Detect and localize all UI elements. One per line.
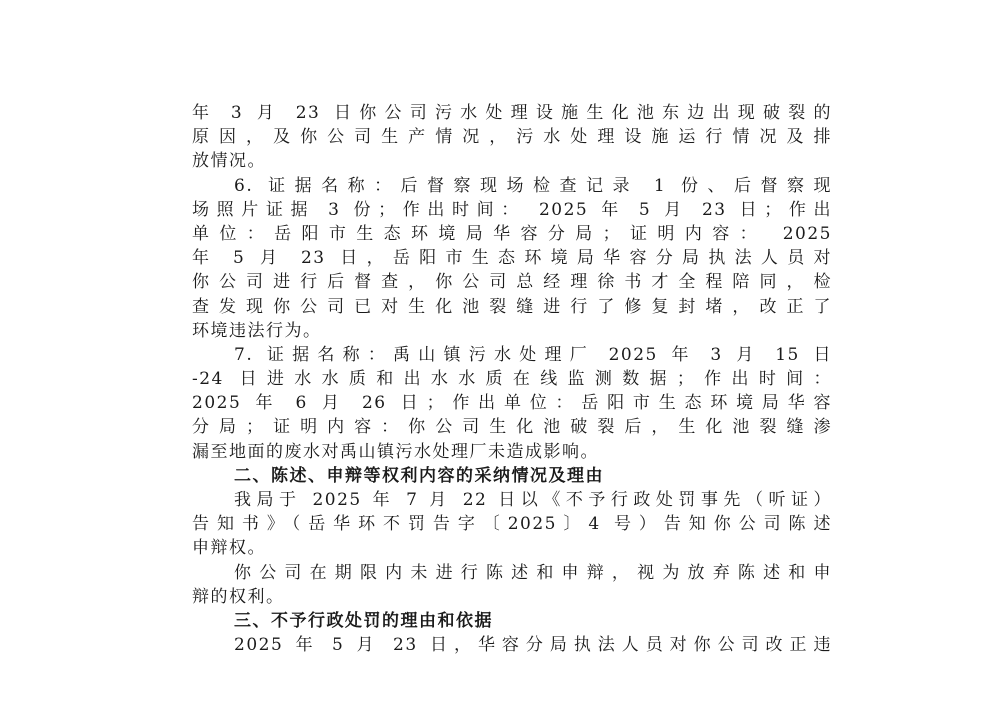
body-line: 你公司进行后督查，你公司总经理徐书才全程陪同，检 [192,272,832,293]
body-line: 场照片证据 3 份；作出时间： 2025 年 5 月 23 日；作出 [192,199,832,220]
body-line: 2025 年 6 月 26 日；作出单位：岳阳市生态环境局华容 [192,393,832,414]
document-page [192,101,832,657]
body-line: 原因，及你公司生产情况，污水处理设施运行情况及排 [192,127,832,148]
evidence-item-7: 7. 证据名称：禹山镇污水处理厂 2025 年 3 月 15 日 [234,344,832,365]
body-line: 漏至地面的废水对禹山镇污水处理厂未造成影响。 [192,441,599,462]
body-line: 环境违法行为。 [192,320,322,341]
evidence-item-6: 6. 证据名称：后督察现场检查记录 1 份、后督察现 [234,175,832,196]
body-line: 放情况。 [192,151,266,172]
body-line: 分局；证明内容：你公司生化池破裂后，生化池裂缝渗 [192,417,832,438]
body-line: 我局于 2025 年 7 月 22 日以《不予行政处罚事先（听证） [234,490,832,510]
body-line: 申辩权。 [192,538,266,559]
body-line: 年 3 月 23 日你公司污水处理设施生化池东边出现破裂的 [192,103,832,123]
body-line: 2025 年 5 月 23 日，华容分局执法人员对你公司改正违 [234,635,832,656]
body-line: 你公司在期限内未进行陈述和申辩，视为放弃陈述和申 [234,562,832,583]
body-line: 查发现你公司已对生化池裂缝进行了修复封堵，改正了 [192,296,832,317]
body-line: 告知书》（岳华环不罚告字〔2025〕4 号）告知你公司陈述 [192,514,832,535]
body-line: 单位：岳阳市生态环境局华容分局；证明内容： 2025 [192,223,832,244]
body-line: 辩的权利。 [192,586,285,607]
body-line: 年 5 月 23 日，岳阳市生态环境局华容分局执法人员对 [192,248,832,269]
section-heading-2: 二、陈述、申辩等权利内容的采纳情况及理由 [234,465,604,486]
section-heading-3: 三、不予行政处罚的理由和依据 [234,610,493,631]
body-line: -24 日进水水质和出水水质在线监测数据；作出时间： [192,369,832,390]
